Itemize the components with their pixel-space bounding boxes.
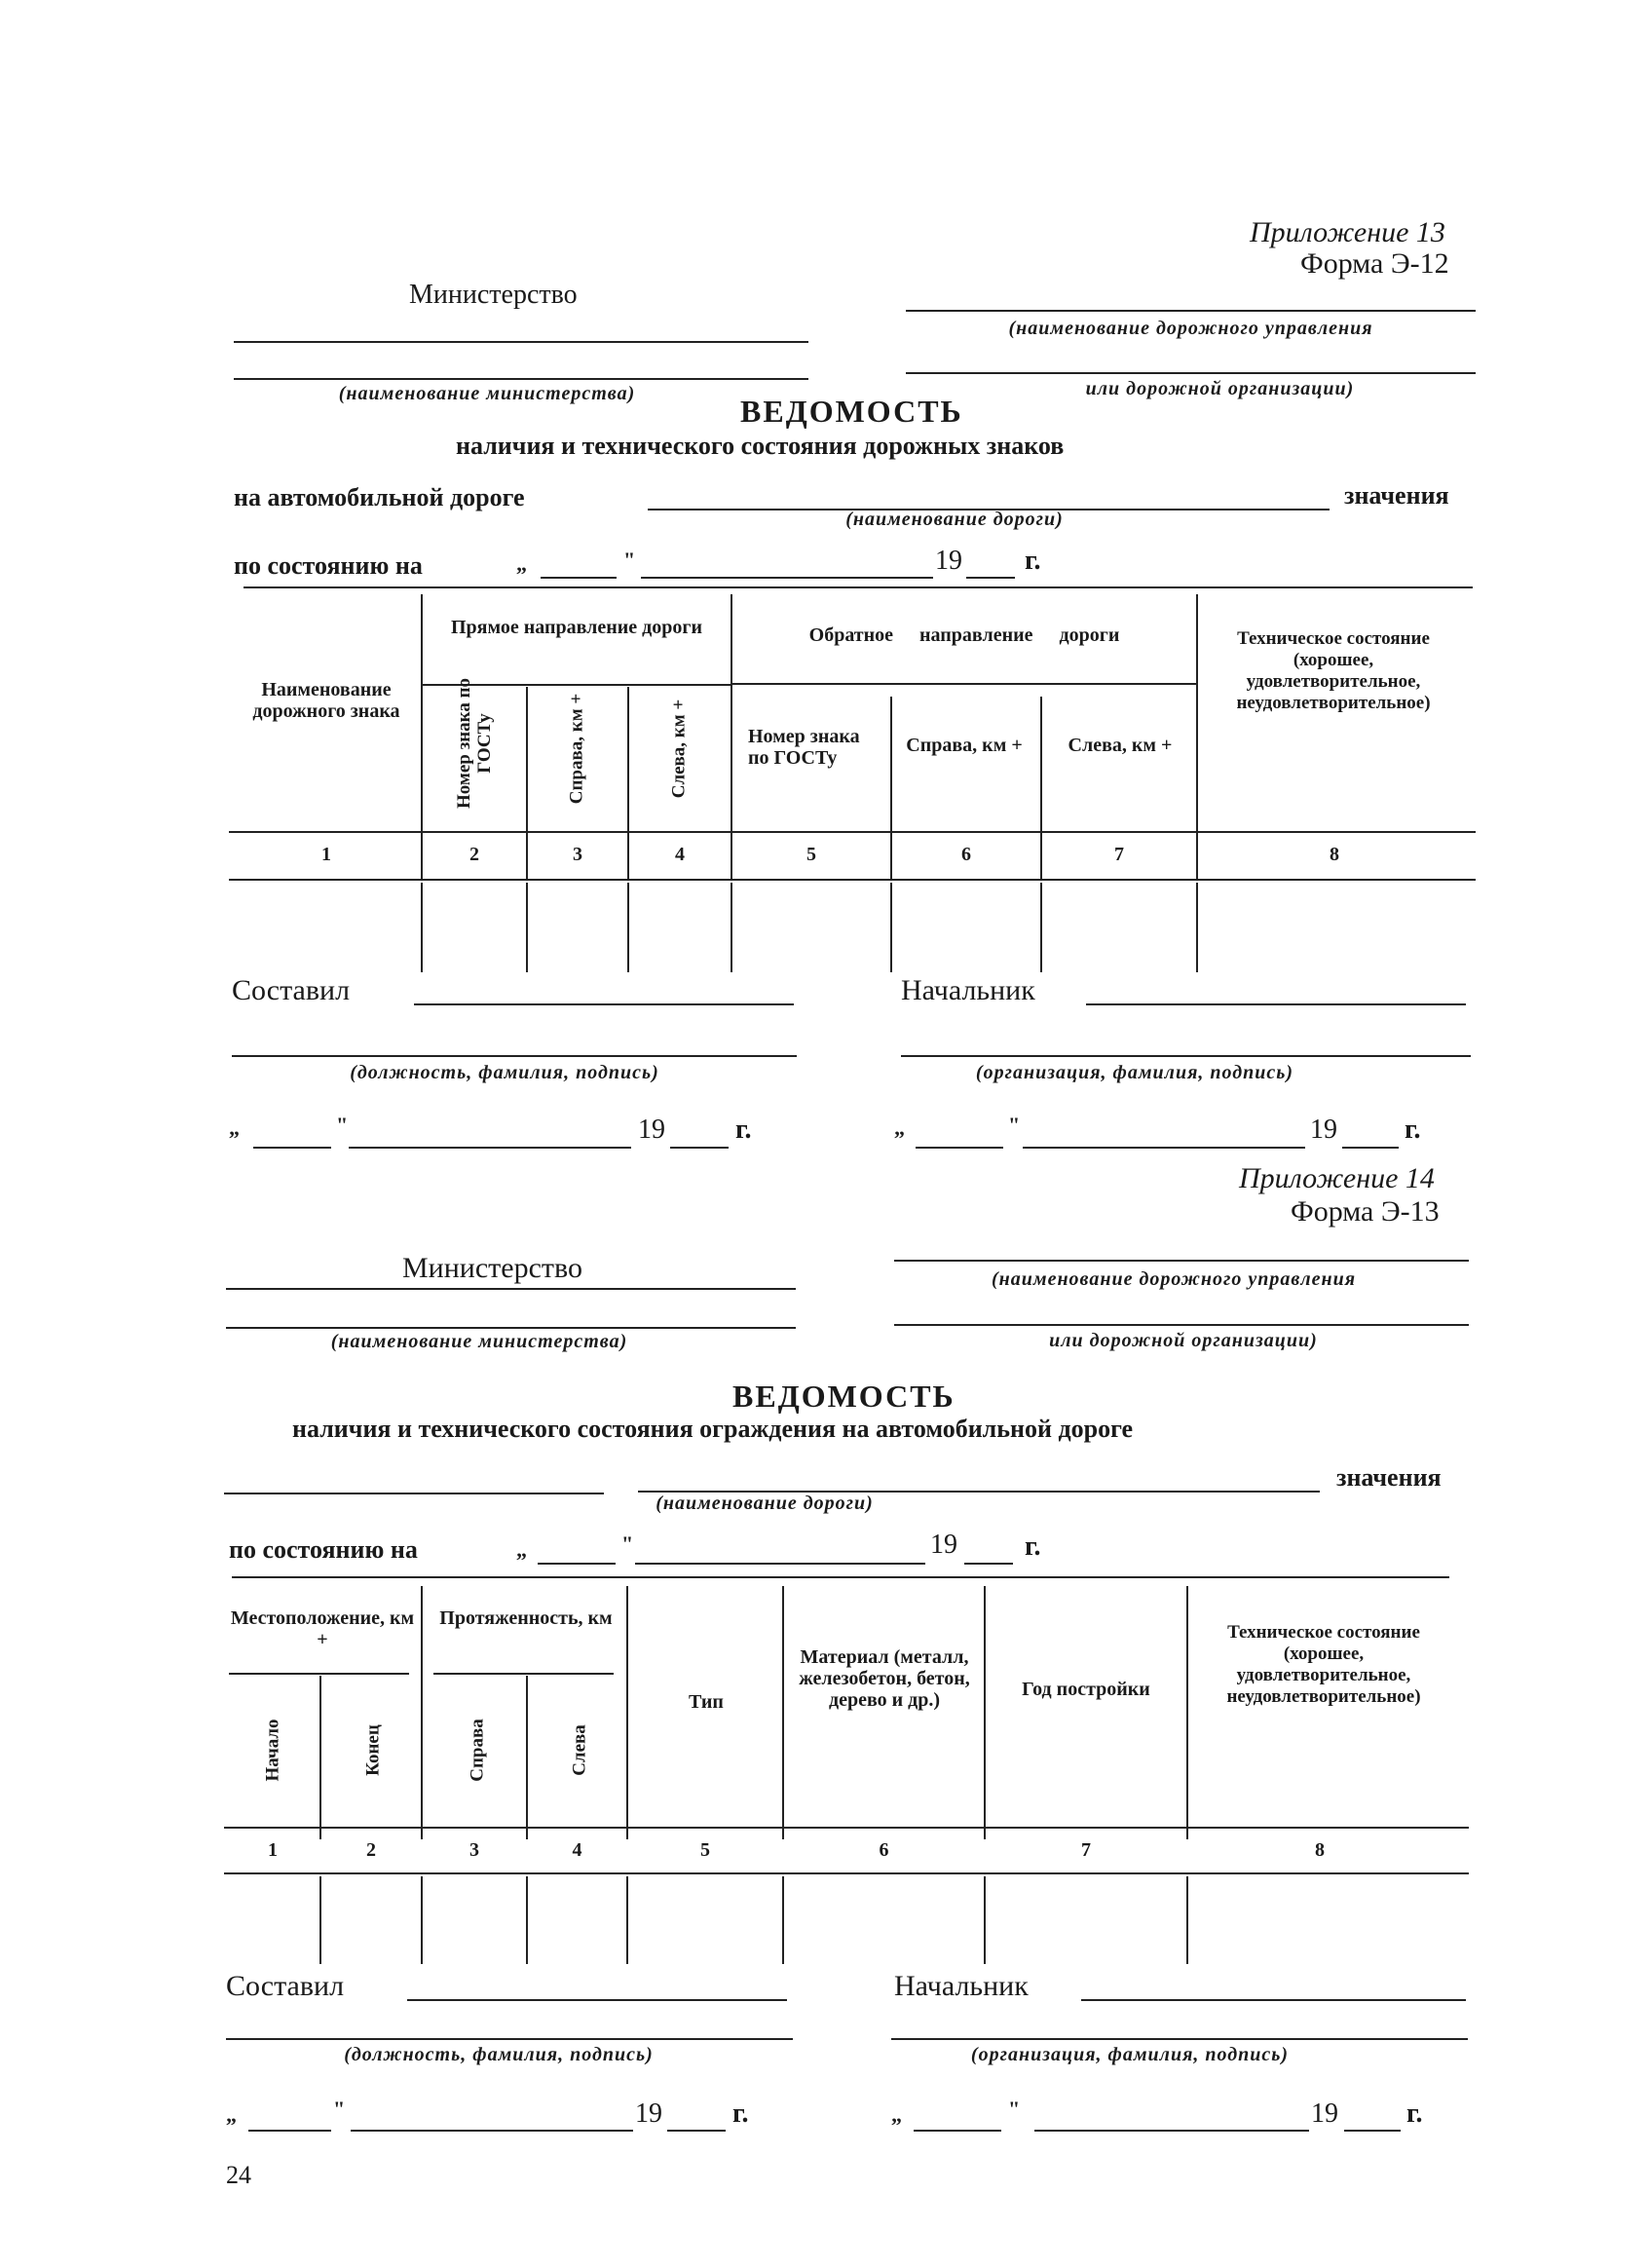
col-number-2: 2 — [469, 844, 479, 865]
fence-col-number-4: 4 — [572, 1839, 582, 1861]
sign-month-right[interactable] — [1023, 1147, 1305, 1149]
sign-date-left-close: " — [336, 1113, 349, 1137]
fence-col-number-5: 5 — [700, 1839, 710, 1861]
sign-yearline-right-2[interactable] — [1344, 2130, 1401, 2132]
col-gost-back: Номер знака по ГОСТу — [748, 726, 860, 769]
compiled-label: Составил — [232, 974, 351, 1006]
date-underline-2 — [232, 1576, 1449, 1578]
year-line[interactable] — [966, 577, 1015, 579]
col-right-fwd: Справа, км + — [566, 693, 587, 805]
col-material: Материал (металл, железобетон, бетон, дерево и др.) — [799, 1646, 970, 1711]
quote-close-2: " — [621, 1531, 634, 1556]
fence-col-number-8: 8 — [1315, 1839, 1325, 1861]
sign-day-right[interactable] — [916, 1147, 1003, 1149]
org-line-2b — [894, 1324, 1469, 1326]
col-number-1: 1 — [321, 844, 331, 865]
compiler-sign-line-2[interactable] — [226, 2038, 793, 2040]
form-number: Форма Э-12 — [1300, 247, 1449, 280]
org-caption-2b: или дорожной организации) — [1049, 1330, 1318, 1351]
sign-year-suffix-left: г. — [735, 1115, 752, 1145]
sign-date-right-quote: „ — [894, 1115, 905, 1140]
chief-label-2: Начальник — [894, 1970, 1029, 2002]
form-number-2: Форма Э-13 — [1291, 1195, 1440, 1228]
appendix-label: Приложение 13 — [1250, 216, 1445, 248]
date-prefix: по состоянию на — [234, 551, 423, 580]
fence-col-number-1: 1 — [268, 1839, 278, 1861]
col-number-5: 5 — [806, 844, 816, 865]
ministry-line-2 — [234, 378, 808, 380]
document-title-2: ВЕДОМОСТЬ — [732, 1379, 956, 1414]
group-back: Обратное направление дороги — [808, 624, 1120, 646]
fence-col-number-2: 2 — [366, 1839, 376, 1861]
sign-yearline-left-2[interactable] — [667, 2130, 726, 2132]
road-caption: (наименование дороги) — [845, 509, 1064, 530]
col-right: Справа — [467, 1719, 488, 1782]
chief-sign-line-2[interactable] — [891, 2038, 1468, 2040]
chief-sign-line[interactable] — [901, 1055, 1471, 1057]
quote-open-2: „ — [516, 1537, 527, 1562]
org-line-2a — [894, 1260, 1469, 1262]
document-subtitle: наличия и технического состояния дорожных знаков — [456, 432, 1065, 460]
sign-day-right-2[interactable] — [914, 2130, 1001, 2132]
quote-open: „ — [516, 551, 527, 576]
sign-date-right-quote-2: „ — [891, 2102, 902, 2127]
sign-year-left: 19 — [638, 1115, 665, 1145]
compiler-caption: (должность, фамилия, подпись) — [350, 1062, 659, 1083]
col-tech-state-2: Техническое состояние (хорошее, удовлетворительное, неудовлетворительное) — [1226, 1622, 1421, 1707]
chief-caption: (организация, фамилия, подпись) — [975, 1062, 1294, 1083]
sign-month-right-2[interactable] — [1034, 2130, 1309, 2132]
sign-year-right-2: 19 — [1311, 2098, 1338, 2129]
sign-date-left-close-2: " — [333, 2097, 346, 2121]
col-number-6: 6 — [961, 844, 971, 865]
chief-line[interactable] — [1086, 1003, 1466, 1005]
sign-month-left[interactable] — [349, 1147, 631, 1149]
road-prefix: на автомобильной дороге — [234, 483, 525, 511]
year-prefix-2: 19 — [930, 1530, 957, 1560]
year-line-2[interactable] — [964, 1563, 1013, 1565]
month-line[interactable] — [641, 577, 933, 579]
col-year-built: Год постройки — [1022, 1679, 1150, 1700]
page-number: 24 — [226, 2161, 251, 2189]
col-left-fwd: Слева, км + — [668, 699, 690, 799]
col-number-7: 7 — [1114, 844, 1124, 865]
col-number-3: 3 — [573, 844, 582, 865]
document-title: ВЕДОМОСТЬ — [740, 394, 963, 429]
year-prefix: 19 — [935, 546, 962, 576]
ministry-label-2: Министерство — [402, 1252, 582, 1284]
ministry-caption: (наименование министерства) — [338, 383, 636, 404]
sign-date-right-close: " — [1008, 1113, 1021, 1137]
day-line-2[interactable] — [538, 1563, 616, 1565]
fence-col-number-3: 3 — [469, 1839, 479, 1861]
col-type: Тип — [689, 1691, 724, 1713]
sign-month-left-2[interactable] — [351, 2130, 633, 2132]
sign-year-suffix-right-2: г. — [1406, 2098, 1423, 2129]
chief-label: Начальник — [901, 974, 1035, 1006]
date-underline — [244, 586, 1473, 588]
sign-year-left-2: 19 — [635, 2098, 662, 2129]
ministry-line-2a — [226, 1288, 796, 1290]
year-suffix: г. — [1025, 546, 1041, 576]
ministry-caption-2: (наименование министерства) — [330, 1331, 628, 1352]
quote-close: " — [623, 548, 636, 572]
col-gost-fwd: Номер знака по ГОСТу — [454, 677, 495, 810]
col-end: Конец — [362, 1724, 384, 1776]
sign-date-left-quote-2: „ — [226, 2102, 237, 2127]
group-location: Местоположение, км + — [230, 1607, 415, 1650]
ministry-line-1 — [234, 341, 808, 343]
ministry-label: Министерство — [409, 280, 578, 310]
chief-line-2[interactable] — [1081, 1999, 1466, 2001]
org-line-2 — [906, 372, 1476, 374]
col-start: Начало — [262, 1719, 283, 1782]
group-length: Протяженность, км — [439, 1607, 613, 1629]
month-line-2[interactable] — [635, 1563, 925, 1565]
fence-col-number-6: 6 — [879, 1839, 889, 1861]
col-sign-name: Наименование дорожного знака — [252, 679, 400, 722]
road-suffix-2: значения — [1336, 1463, 1442, 1492]
compiled-line[interactable] — [414, 1003, 794, 1005]
col-number-8: 8 — [1330, 844, 1339, 865]
col-number-4: 4 — [675, 844, 685, 865]
sign-day-left[interactable] — [253, 1147, 331, 1149]
compiler-sign-line[interactable] — [232, 1055, 797, 1057]
compiled-line-2[interactable] — [407, 1999, 787, 2001]
compiler-caption-2: (должность, фамилия, подпись) — [344, 2044, 654, 2065]
org-caption-2: или дорожной организации) — [1085, 378, 1355, 399]
sign-year-suffix-left-2: г. — [732, 2098, 749, 2129]
road-name-line-2a[interactable] — [224, 1493, 604, 1494]
chief-caption-2: (организация, фамилия, подпись) — [970, 2044, 1290, 2065]
group-forward: Прямое направление дороги — [450, 617, 703, 638]
sign-yearline-left[interactable] — [670, 1147, 729, 1149]
sign-yearline-right[interactable] — [1342, 1147, 1399, 1149]
sign-day-left-2[interactable] — [248, 2130, 331, 2132]
org-caption-2a: (наименование дорожного управления — [991, 1268, 1357, 1290]
document-subtitle-2: наличия и технического состояния ограждения на автомобильной дороге — [292, 1415, 1134, 1443]
fence-col-number-7: 7 — [1081, 1839, 1091, 1861]
org-line-1 — [906, 310, 1476, 312]
year-suffix-2: г. — [1025, 1531, 1041, 1562]
sign-year-suffix-right: г. — [1405, 1115, 1421, 1145]
col-right-back: Справа, км + — [906, 735, 1023, 756]
appendix-label-2: Приложение 14 — [1239, 1162, 1435, 1194]
sign-date-right-close-2: " — [1008, 2097, 1021, 2121]
ministry-line-2b — [226, 1327, 796, 1329]
road-caption-2: (наименование дороги) — [656, 1493, 874, 1514]
sign-year-right: 19 — [1310, 1115, 1337, 1145]
org-caption-1: (наименование дорожного управления — [1008, 318, 1373, 339]
col-left-back: Слева, км + — [1068, 735, 1173, 756]
col-left: Слева — [569, 1724, 590, 1776]
road-suffix: значения — [1344, 481, 1449, 510]
sign-date-left-quote: „ — [229, 1115, 240, 1140]
col-tech-state: Техническое состояние (хорошее, удовлетворительное, неудовлетворительное) — [1236, 628, 1431, 713]
compiled-label-2: Составил — [226, 1970, 345, 2002]
day-line[interactable] — [541, 577, 617, 579]
date-prefix-2: по состоянию на — [229, 1535, 418, 1564]
